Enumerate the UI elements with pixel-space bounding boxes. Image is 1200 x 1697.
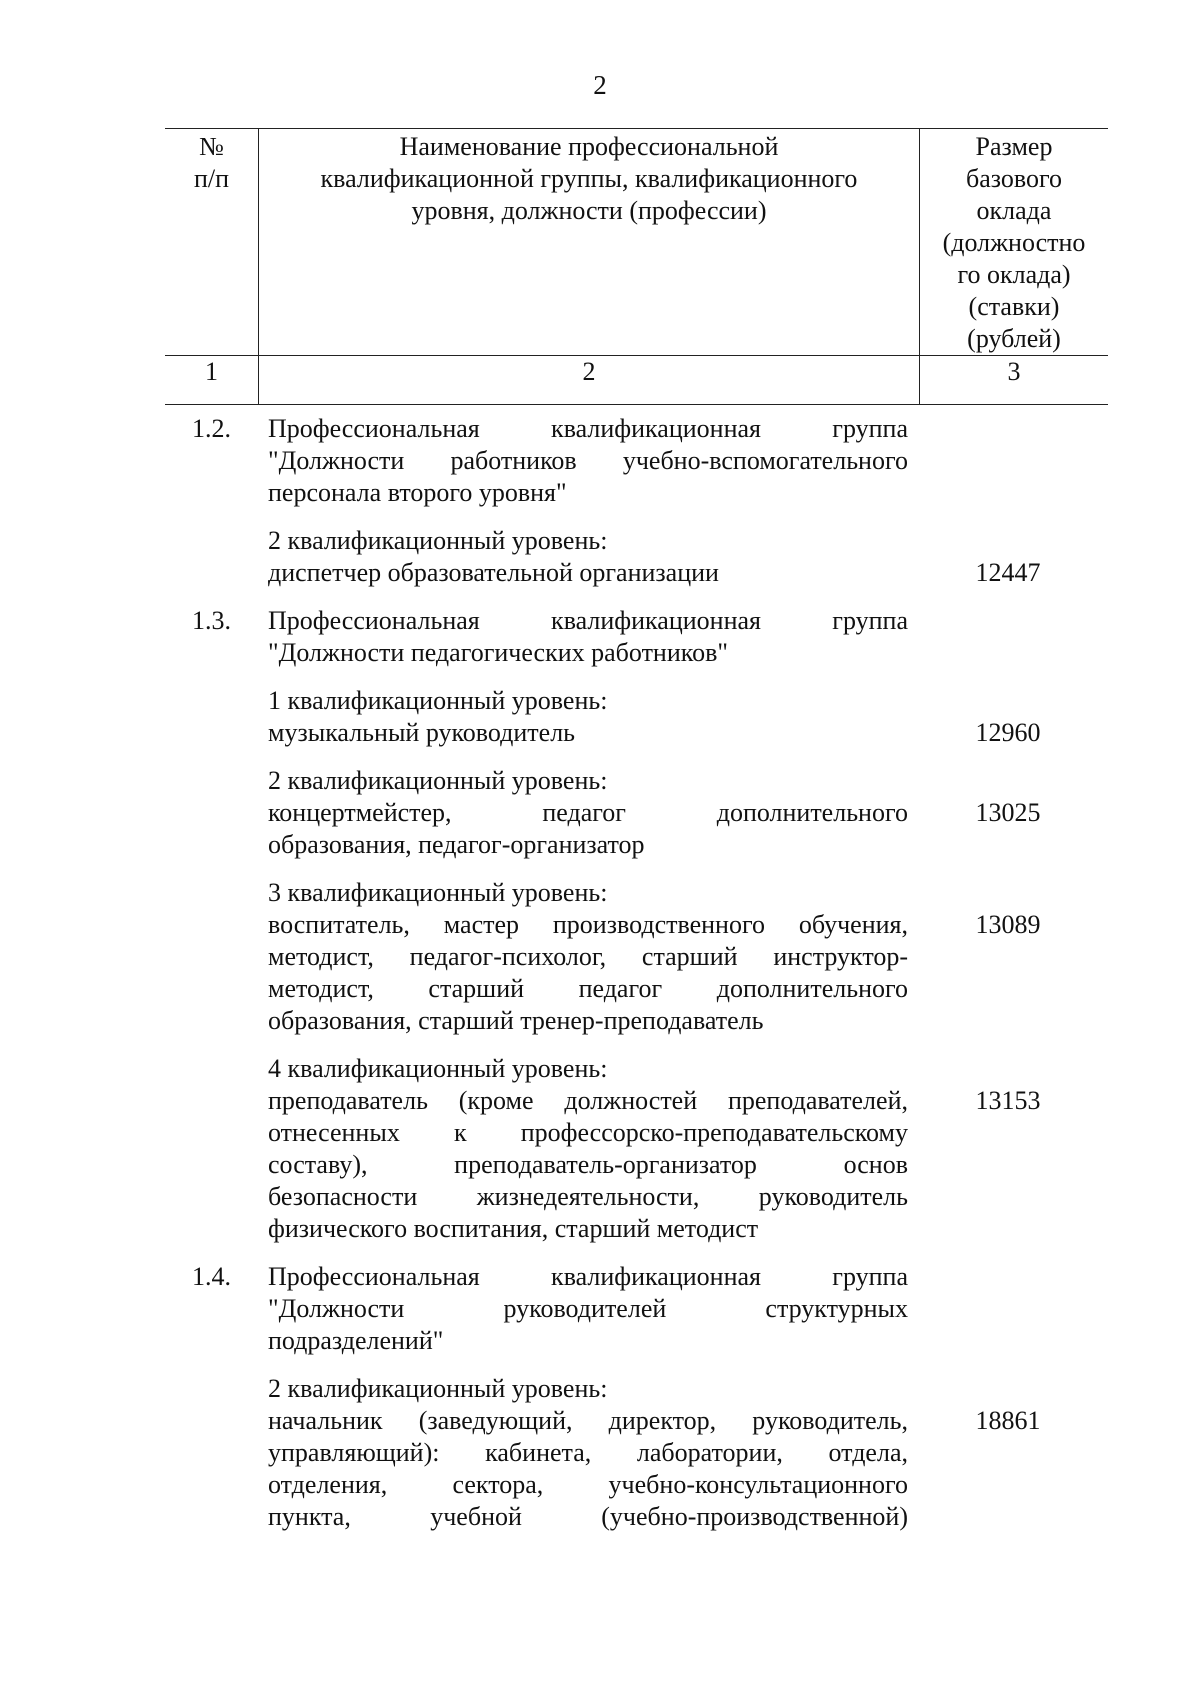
section-number: 1.4. bbox=[192, 1262, 231, 1291]
level-title: 3 квалификационный уровень: bbox=[268, 878, 608, 907]
position-line: управляющий): кабинета, лаборатории, отдела, bbox=[268, 1438, 908, 1467]
group-title-line: "Должности руководителей структурных bbox=[268, 1294, 908, 1323]
header-col-name bbox=[259, 129, 920, 356]
level-description bbox=[268, 877, 908, 1037]
salary-cell bbox=[908, 1053, 1108, 1245]
group-row bbox=[165, 1261, 1108, 1357]
position-line: образования, педагог-организатор bbox=[268, 830, 645, 859]
position-line: безопасности жизнедеятельности, руководитель bbox=[268, 1182, 908, 1211]
level-title: 1 квалификационный уровень: bbox=[268, 686, 608, 715]
position-line: методист, педагог-психолог, старший инструктор- bbox=[268, 942, 908, 971]
level-row bbox=[165, 1373, 1108, 1533]
salary-cell bbox=[908, 1261, 1108, 1357]
level-row bbox=[165, 765, 1108, 861]
empty-number-cell bbox=[165, 877, 258, 1037]
column-number: 1 bbox=[165, 356, 259, 405]
column-number: 3 bbox=[920, 356, 1109, 405]
header-col2-line: Наименование профессиональной bbox=[399, 132, 779, 161]
header-col3-line: оклада bbox=[976, 196, 1052, 225]
page-number: 2 bbox=[593, 70, 607, 100]
level-title: 2 квалификационный уровень: bbox=[268, 1374, 608, 1403]
position-line: пункта, учебной (учебно-производственной) bbox=[268, 1502, 908, 1531]
empty-number-cell bbox=[165, 765, 258, 861]
group-title-line: "Должности работников учебно-вспомогательного bbox=[268, 446, 908, 475]
salary-cell bbox=[908, 1373, 1108, 1533]
level-row bbox=[165, 1053, 1108, 1245]
salary-value: 12960 bbox=[975, 718, 1041, 747]
level-description bbox=[268, 685, 908, 749]
header-col3-line: (рублей) bbox=[967, 324, 1061, 353]
position-line: музыкальный руководитель bbox=[268, 718, 576, 747]
salary-cell bbox=[908, 605, 1108, 669]
header-col2-line: уровня, должности (профессии) bbox=[411, 196, 767, 225]
header-col1-line: № bbox=[199, 132, 224, 161]
column-number-row bbox=[165, 356, 1108, 405]
table-body bbox=[165, 413, 1108, 1549]
position-line: отнесенных к профессорско-преподавательскому bbox=[268, 1118, 908, 1147]
table-header bbox=[165, 128, 1108, 405]
level-description bbox=[268, 1373, 908, 1533]
level-row bbox=[165, 877, 1108, 1037]
group-title-line: Профессиональная квалификационная группа bbox=[268, 414, 908, 443]
empty-number-cell bbox=[165, 685, 258, 749]
position-line: методист, старший педагог дополнительного bbox=[268, 974, 908, 1003]
group-title-line: Профессиональная квалификационная группа bbox=[268, 1262, 908, 1291]
level-row bbox=[165, 685, 1108, 749]
group-title-line: Профессиональная квалификационная группа bbox=[268, 606, 908, 635]
salary-value: 18861 bbox=[975, 1406, 1041, 1435]
header-col-number bbox=[165, 129, 259, 356]
position-line: образования, старший тренер-преподаватель bbox=[268, 1006, 764, 1035]
header-col-salary bbox=[920, 129, 1109, 356]
column-number: 2 bbox=[259, 356, 920, 405]
level-description bbox=[268, 525, 908, 589]
group-title-line: "Должности педагогических работников" bbox=[268, 638, 728, 667]
empty-number-cell bbox=[165, 525, 258, 589]
header-col3-line: Размер bbox=[975, 132, 1053, 161]
salary-value: 13153 bbox=[975, 1086, 1041, 1115]
group-title bbox=[268, 1261, 908, 1357]
group-title-line: подразделений" bbox=[268, 1326, 444, 1355]
salary-cell bbox=[908, 525, 1108, 589]
header-row bbox=[165, 129, 1108, 356]
level-description bbox=[268, 765, 908, 861]
empty-number-cell bbox=[165, 1373, 258, 1533]
group-title-line: персонала второго уровня" bbox=[268, 478, 567, 507]
salary-cell bbox=[908, 765, 1108, 861]
salary-value: 13025 bbox=[975, 798, 1041, 827]
position-line: отделения, сектора, учебно-консультационного bbox=[268, 1470, 908, 1499]
position-line: составу), преподаватель-организатор основ bbox=[268, 1150, 908, 1179]
level-title: 4 квалификационный уровень: bbox=[268, 1054, 608, 1083]
level-title: 2 квалификационный уровень: bbox=[268, 766, 608, 795]
salary-cell bbox=[908, 877, 1108, 1037]
position-line: физического воспитания, старший методист bbox=[268, 1214, 759, 1243]
level-row bbox=[165, 525, 1108, 589]
position-line: концертмейстер, педагог дополнительного bbox=[268, 798, 908, 827]
header-col3-line: го оклада) bbox=[957, 260, 1071, 289]
salary-cell bbox=[908, 413, 1108, 509]
group-row bbox=[165, 413, 1108, 509]
position-line: начальник (заведующий, директор, руководитель, bbox=[268, 1406, 908, 1435]
empty-number-cell bbox=[165, 1053, 258, 1245]
group-row bbox=[165, 605, 1108, 669]
position-line: воспитатель, мастер производственного обучения, bbox=[268, 910, 908, 939]
salary-value: 13089 bbox=[975, 910, 1041, 939]
section-number: 1.2. bbox=[192, 414, 231, 443]
salary-cell bbox=[908, 685, 1108, 749]
group-title bbox=[268, 605, 908, 669]
position-line: преподаватель (кроме должностей преподавателей, bbox=[268, 1086, 908, 1115]
level-title: 2 квалификационный уровень: bbox=[268, 526, 608, 555]
header-col2-line: квалификационной группы, квалификационного bbox=[320, 164, 858, 193]
header-col3-line: базового bbox=[965, 164, 1062, 193]
header-col1-line: п/п bbox=[193, 164, 230, 193]
salary-value: 12447 bbox=[975, 558, 1041, 587]
level-description bbox=[268, 1053, 908, 1245]
header-col3-line: (ставки) bbox=[968, 292, 1060, 321]
section-number: 1.3. bbox=[192, 606, 231, 635]
position-line: диспетчер образовательной организации bbox=[268, 558, 719, 587]
header-col3-line: (должностно bbox=[942, 228, 1086, 257]
group-title bbox=[268, 413, 908, 509]
